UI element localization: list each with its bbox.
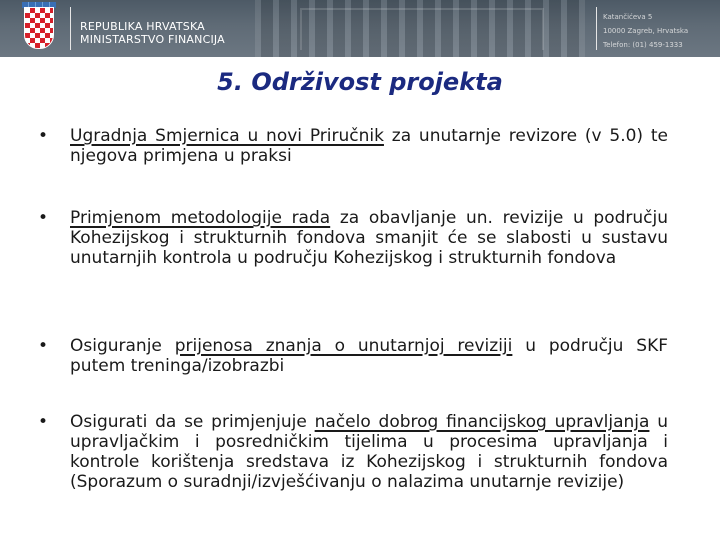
address-line-3: Telefon: (01) 459-1333 [603, 41, 683, 49]
bullet-1-underlined-text: Ugradnja Smjernica u novi Priručnik [70, 126, 384, 146]
building-arch [300, 8, 544, 50]
bullet-2-text: za obavljanje un. revizije u području Kohezijskog i strukturnih fondova smanjit će se slabosti u sustavu unutarnjih kontrola u području Kohezijskog i strukturnih fondova [70, 208, 668, 268]
slide-title: 5. Održivost projekta [217, 68, 503, 96]
ministry-name [80, 20, 225, 46]
bullet-1-text: za unutarnje revizore (v 5.0) te njegova primjena u praksi [70, 126, 668, 166]
bullet-item-4 [38, 412, 668, 492]
bullet-4-text-start: Osigurati da se primjenjuje [70, 412, 315, 432]
bullet-item-1 [38, 126, 668, 166]
bullet-2-underlined-text: Primjenom metodologije rada [70, 208, 331, 228]
bullet-dot-icon: • [38, 412, 49, 432]
bullet-3-text-end: u području SKF putem treninga/izobrazbi [70, 336, 668, 376]
header-divider-right [596, 7, 597, 50]
coat-of-arms-icon [24, 7, 54, 49]
header-banner [0, 0, 720, 57]
bullet-4-underlined-text: načelo dobrog financijskog upravljanja [314, 412, 650, 432]
ministry-line-1: REPUBLIKA HRVATSKA [80, 20, 205, 33]
header-divider-left [70, 7, 71, 50]
bullet-3-text-start: Osiguranje [70, 336, 175, 356]
address-line-1: Katančićeva 5 [603, 13, 653, 21]
bullet-dot-icon: • [38, 126, 49, 146]
contact-address [603, 10, 688, 52]
bullet-item-2 [38, 208, 668, 268]
bullet-dot-icon: • [38, 336, 49, 356]
bullet-dot-icon: • [38, 208, 49, 228]
address-line-2: 10000 Zagreb, Hrvatska [603, 27, 689, 35]
ministry-line-2: MINISTARSTVO FINANCIJA [80, 33, 225, 46]
bullet-4-text-end: u upravljačkim i posredničkim tijelima u procesima upravljanja i kontrole korištenja sredstava iz Kohezijskog i strukturnih fondova (Sporazum o suradnji/izvješćivanju o nalazima unutarnje revizije) [70, 412, 668, 492]
bullet-item-3 [38, 336, 668, 376]
bullet-3-underlined-text: prijenosa znanja o unutarnjoj reviziji [174, 336, 513, 356]
